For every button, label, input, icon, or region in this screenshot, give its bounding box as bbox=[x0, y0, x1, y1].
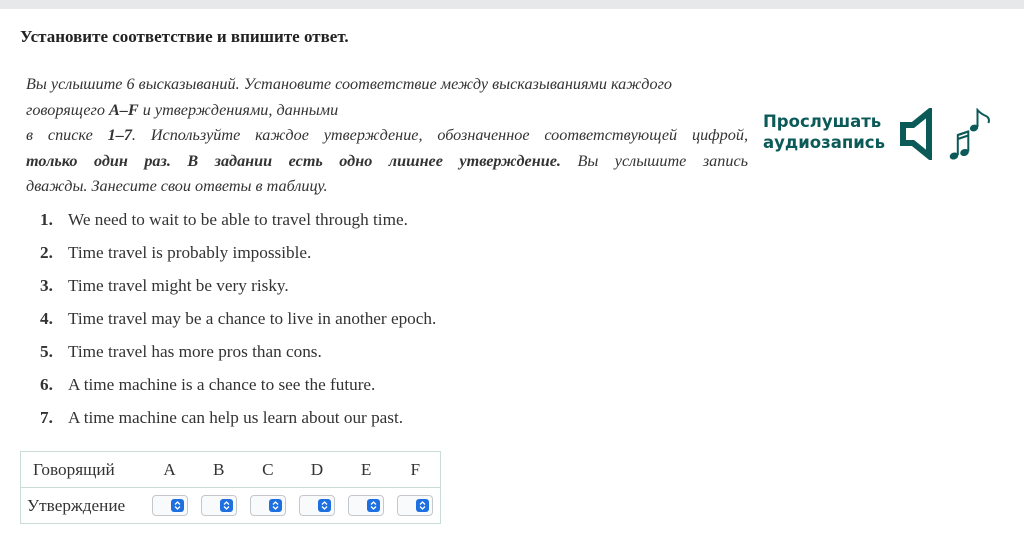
answer-cell-c bbox=[243, 488, 292, 524]
statements-list bbox=[40, 210, 436, 441]
task-title: Установите соответствие и впишите ответ. bbox=[20, 27, 349, 46]
instructions-line-5: дважды. Занесите свои ответы в таблицу. bbox=[26, 177, 328, 195]
answer-table bbox=[20, 451, 441, 524]
statement-text: We need to wait to be able to travel through time. bbox=[68, 210, 408, 229]
answer-cell-e bbox=[342, 488, 391, 524]
statements-row bbox=[21, 488, 441, 524]
speaker-icon bbox=[899, 108, 939, 160]
statement-text: A time machine can help us learn about our past. bbox=[68, 408, 404, 427]
top-bar bbox=[0, 0, 1024, 9]
speaker-header-a: A bbox=[145, 452, 194, 488]
speaker-header-b: B bbox=[194, 452, 243, 488]
select-arrows-icon bbox=[318, 499, 331, 512]
statement-item bbox=[40, 375, 436, 408]
instructions-line-3: в списке 1–7. Используйте каждое утверждение, обозначенное соответствующей цифрой, bbox=[26, 126, 748, 144]
statement-text: Time travel has more pros than cons. bbox=[68, 342, 322, 361]
statement-text: A time machine is a chance to see the future. bbox=[68, 375, 376, 394]
statement-number: 3. bbox=[40, 276, 53, 295]
answer-select-a[interactable] bbox=[152, 495, 188, 516]
statement-text: Time travel may be a chance to live in another epoch. bbox=[68, 309, 437, 328]
select-arrows-icon bbox=[171, 499, 184, 512]
speakers-row bbox=[21, 452, 441, 488]
speakers-row-label: Говорящий bbox=[21, 452, 146, 488]
statement-item bbox=[40, 309, 436, 342]
play-audio-label: Прослушать аудиозапись bbox=[763, 112, 886, 152]
speaker-header-d: D bbox=[292, 452, 341, 488]
answer-select-f[interactable] bbox=[397, 495, 433, 516]
statement-item bbox=[40, 210, 436, 243]
select-arrows-icon bbox=[416, 499, 429, 512]
statement-item bbox=[40, 408, 436, 441]
statement-number: 7. bbox=[40, 408, 53, 427]
answer-cell-a bbox=[145, 488, 194, 524]
answer-cell-d bbox=[292, 488, 341, 524]
select-arrows-icon bbox=[220, 499, 233, 512]
instructions-line-2: говорящего A–F и утверждениями, данными bbox=[26, 100, 339, 119]
answer-cell-f bbox=[391, 488, 441, 524]
play-audio-button[interactable] bbox=[763, 108, 998, 164]
select-arrows-icon bbox=[269, 499, 282, 512]
statement-number: 1. bbox=[40, 210, 53, 229]
speaker-header-e: E bbox=[342, 452, 391, 488]
statement-number: 4. bbox=[40, 309, 53, 328]
statement-number: 2. bbox=[40, 243, 53, 262]
instructions-line-1: Вы услышите 6 высказываний. Установите соответствие между высказываниями каждого bbox=[26, 75, 672, 93]
statement-number: 5. bbox=[40, 342, 53, 361]
speaker-header-c: C bbox=[243, 452, 292, 488]
statement-item bbox=[40, 276, 436, 309]
answer-select-c[interactable] bbox=[250, 495, 286, 516]
task-instructions bbox=[26, 72, 748, 200]
statement-item bbox=[40, 243, 436, 276]
statement-item bbox=[40, 342, 436, 375]
answer-cell-b bbox=[194, 488, 243, 524]
select-arrows-icon bbox=[367, 499, 380, 512]
music-notes-icon bbox=[945, 108, 995, 164]
statement-number: 6. bbox=[40, 375, 53, 394]
answer-select-d[interactable] bbox=[299, 495, 335, 516]
answer-select-e[interactable] bbox=[348, 495, 384, 516]
instructions-line-4: только один раз. В задании есть одно лишнее утверждение. Вы услышите запись bbox=[26, 151, 748, 170]
speaker-header-f: F bbox=[391, 452, 441, 488]
statements-row-label: Утверждение bbox=[21, 488, 146, 524]
statement-text: Time travel might be very risky. bbox=[68, 276, 289, 295]
statement-text: Time travel is probably impossible. bbox=[68, 243, 312, 262]
answer-select-b[interactable] bbox=[201, 495, 237, 516]
